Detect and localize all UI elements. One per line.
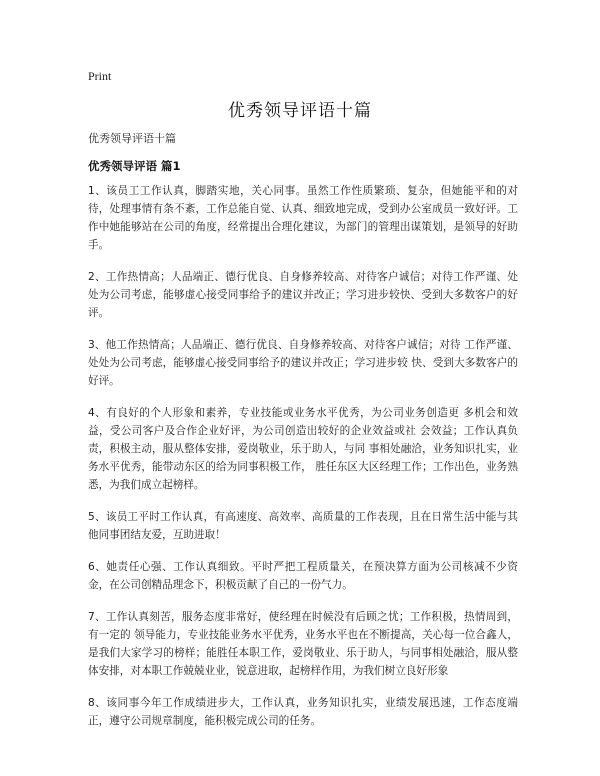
section-heading: 优秀领导评语 篇1 (88, 159, 181, 173)
paragraph-7: 7、工作认真刻苦，服务态度非常好，使经理在时候没有后顾之忧；工作积极，热情周到，有一定的 领导能力，专业技能业务水平优秀，业务水平也在不断提高，关心每一位合鑫人，是我们大家学习的榜样；能胜任本职工作，爱岗敬业、乐于助人，与同事相处融洽，服从整体安排，对本职工作兢兢业业，锐意进取，起榜样作用，为我们树立良好形象 (88, 611, 518, 677)
paragraph-1: 1、该员工工作认真，脚踏实地，关心同事。虽然工作性质繁琐、复杂，但她能平和的对待，处理事情有条不紊，工作总能自觉、认真、细致地完成，受到办公室成员一致好评。工作中她能够站在公司的角度，经常提出合理化建议，为部门的管理出谋策划，是领导的好助手。 (88, 185, 518, 251)
document-subtitle: 优秀领导评语十篇 (88, 132, 176, 145)
paragraph-6: 6、她责任心强、工作认真细致。平时严把工程质量关，在预决算方面为公司核减不少资金，在公司创精品理念下，积极贡献了自己的一份气力。 (88, 561, 518, 591)
paragraph-8: 8、该同事今年工作成绩进步大，工作认真，业务知识扎实，业绩发展迅速，工作态度端正，遵守公司规章制度，能积极完成公司的任务。 (88, 697, 518, 727)
document-body (88, 182, 518, 744)
document-title: 优秀领导评语十篇 (228, 101, 372, 121)
paragraph-5: 5、该员工平时工作认真，有高速度、高效率、高质量的工作表现，且在日常生活中能与其他同事团结友爱，互助进取！ (88, 511, 518, 541)
paragraph-4: 4、有良好的个人形象和素养，专业技能或业务水平优秀，为公司业务创造更 多机会和效益，受公司客户及合作企业好评，为公司创造出较好的企业效益或社 会效益；工作认真负责，积极主动，服从整体安排，爱岗敬业，乐于助人，与同 事相处融洽，业务知识扎实，业务水平优秀，能带动东区的给为同事积极工作， 胜任东区大区经理工作；工作出色，业务熟悉，为我们成立起榜样。 (88, 407, 518, 491)
paragraph-3: 3、他工作热情高；人品端正、德行优良、自身修养较高、对待客户诚信；对待 工作严谨、处处为公司考虑，能够虚心接受同事给予的建议并改正；学习进步较 快、受到大多数客户的好评。 (88, 339, 518, 387)
print-link[interactable]: Print (88, 69, 112, 83)
paragraph-2: 2、工作热情高；人品端正、德行优良、自身修养较高、对待客户诚信；对待工作严谨、处处为公司考虑，能够虚心接受同事给予的建议并改正；学习进步较快、受到大多数客户的好评。 (88, 271, 518, 319)
